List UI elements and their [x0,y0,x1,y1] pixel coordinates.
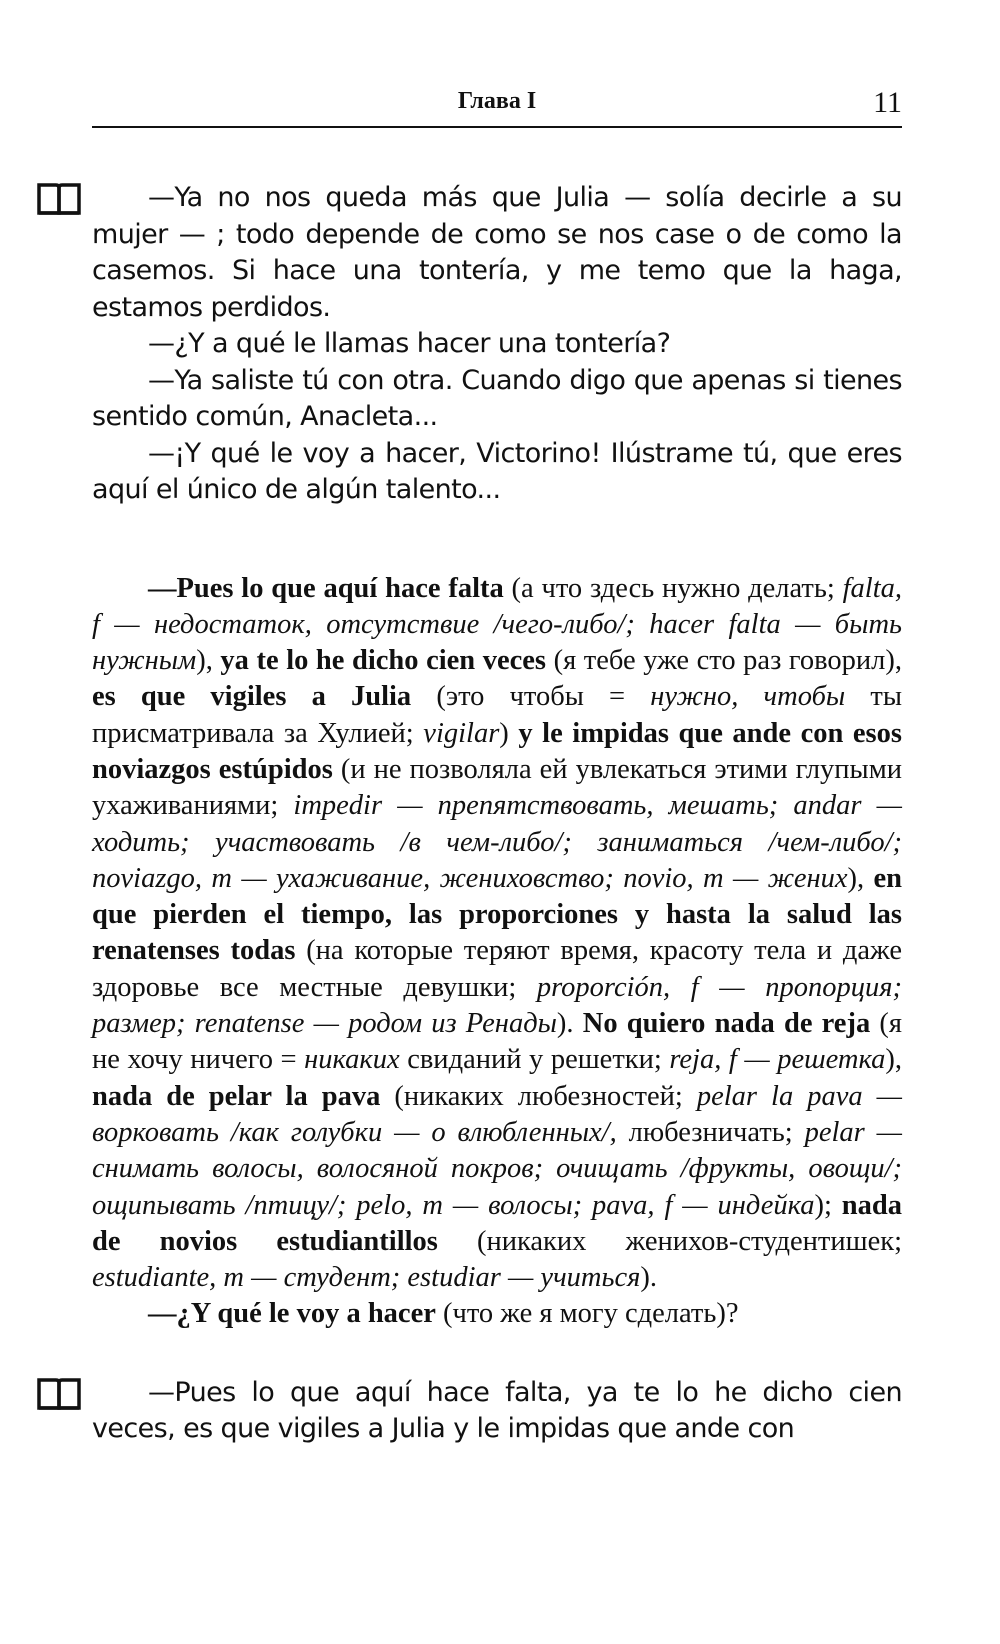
vocab-note: reja, f — решетка [669,1044,886,1076]
translation: свиданий у решетки; [399,1044,670,1076]
original-text-block [92,180,902,509]
translation: (на которые теряют время, красоту тела и даже здоровье все местные девушки; [92,935,903,1003]
punct: ), [196,645,221,677]
translation: (я тебе уже сто раз говорил), [546,645,902,677]
original-paragraph: —Ya no nos queda más que Julia — solía decirle a su mujer — ; todo depende de como se nos case o de como la casemos. Si hace una tontería, y me temo que la haga, estamos perdidos. [92,182,902,323]
spanish-phrase: nada de pelar la pava [92,1080,381,1112]
punct: ). [556,1008,583,1040]
open-book-icon [36,1377,82,1411]
spanish-phrase: y le impidas que ande con esos noviazgos estúpidos [92,717,902,785]
spanish-phrase: No quiero nada de reja [582,1008,871,1040]
spanish-phrase: nada de novios estudiantillos [92,1189,902,1257]
vocab-note: vigilar [423,717,500,749]
translation: (никаких женихов-студентишек; [437,1225,902,1257]
page-number: 11 [873,86,902,119]
translation: (и не позволяла ей увлекаться этими глупыми ухаживаниями; [92,753,902,822]
translation: (это чтобы = [411,681,651,713]
spanish-phrase: en que pierden el tiempo, las proporciones y hasta la salud las renatenses todas [92,862,902,967]
punct: ). [640,1262,657,1294]
chapter-title: Глава I [457,88,537,114]
original-text-block [92,1375,902,1448]
vocab-note: impedir — препятствовать, мешать; andar — ходить; участвовать /в чем-либо/; заниматься /чем-либо/; noviazgo, m — ухаживание, жениховство; novio, m — жених [92,790,902,894]
original-paragraph: —¡Y qué le voy a hacer, Victorino! Ilústrame tú, que eres aquí el único de algún talento... [92,437,902,505]
translation: (никаких любезностей; [380,1080,697,1112]
punct: ), [885,1044,902,1076]
book-page [92,80,902,1448]
spanish-phrase: —¿Y qué le voy a hacer [148,1298,436,1330]
vocab-note: нужно, чтобы [650,681,846,713]
spanish-phrase: —Pues lo que aquí hace falta [148,572,504,604]
translation: ты присматривала за Хулией; [92,681,903,749]
punct: ) [499,717,519,749]
annotated-paragraph [92,1296,902,1332]
vocab-note: pelar — снимать волосы, волосяной покров; очищать /фрукты, овощи/; ощипывать /птицу/; pelo, m — волосы; pava, f — индейка [92,1116,903,1221]
spanish-phrase: ya te lo he dicho cien veces [220,645,547,677]
translation: любезничать; [628,1116,805,1148]
vocab-note: pelar la pava — ворковать /как голубки — о влюбленных/, [92,1080,902,1148]
original-paragraph: —¿Y a qué le llamas hacer una tontería? [148,328,671,359]
open-book-icon [36,182,82,216]
vocab-note: никаких [304,1044,400,1076]
original-paragraph: —Ya saliste tú con otra. Cuando digo que apenas si tienes sentido común, Anacleta... [92,364,902,432]
annotated-text-block [92,571,902,1333]
spanish-phrase: es que vigiles a Julia [92,681,412,713]
annotated-paragraph [92,571,902,1297]
vocab-note: falta, f — недостаток, отсутствие /чего-либо/; hacer falta — быть нужным [92,572,903,677]
punct: ), [847,862,874,894]
running-header [92,80,902,128]
original-paragraph: —Pues lo que aquí hace falta, ya te lo he dicho cien veces, es que vigiles a Julia y le impidas que ande con [92,1376,902,1445]
vocab-note: estudiante, m — студент; estudiar — учиться [92,1262,641,1294]
vocab-note: proporción, f — пропорция; размер; renatense — родом из Ренады [92,971,902,1040]
translation: (а что здесь нужно делать; [503,572,843,604]
punct: ); [814,1189,842,1221]
translation: (что же я могу сделать)? [435,1298,739,1330]
translation: (я не хочу ничего = [92,1008,902,1076]
